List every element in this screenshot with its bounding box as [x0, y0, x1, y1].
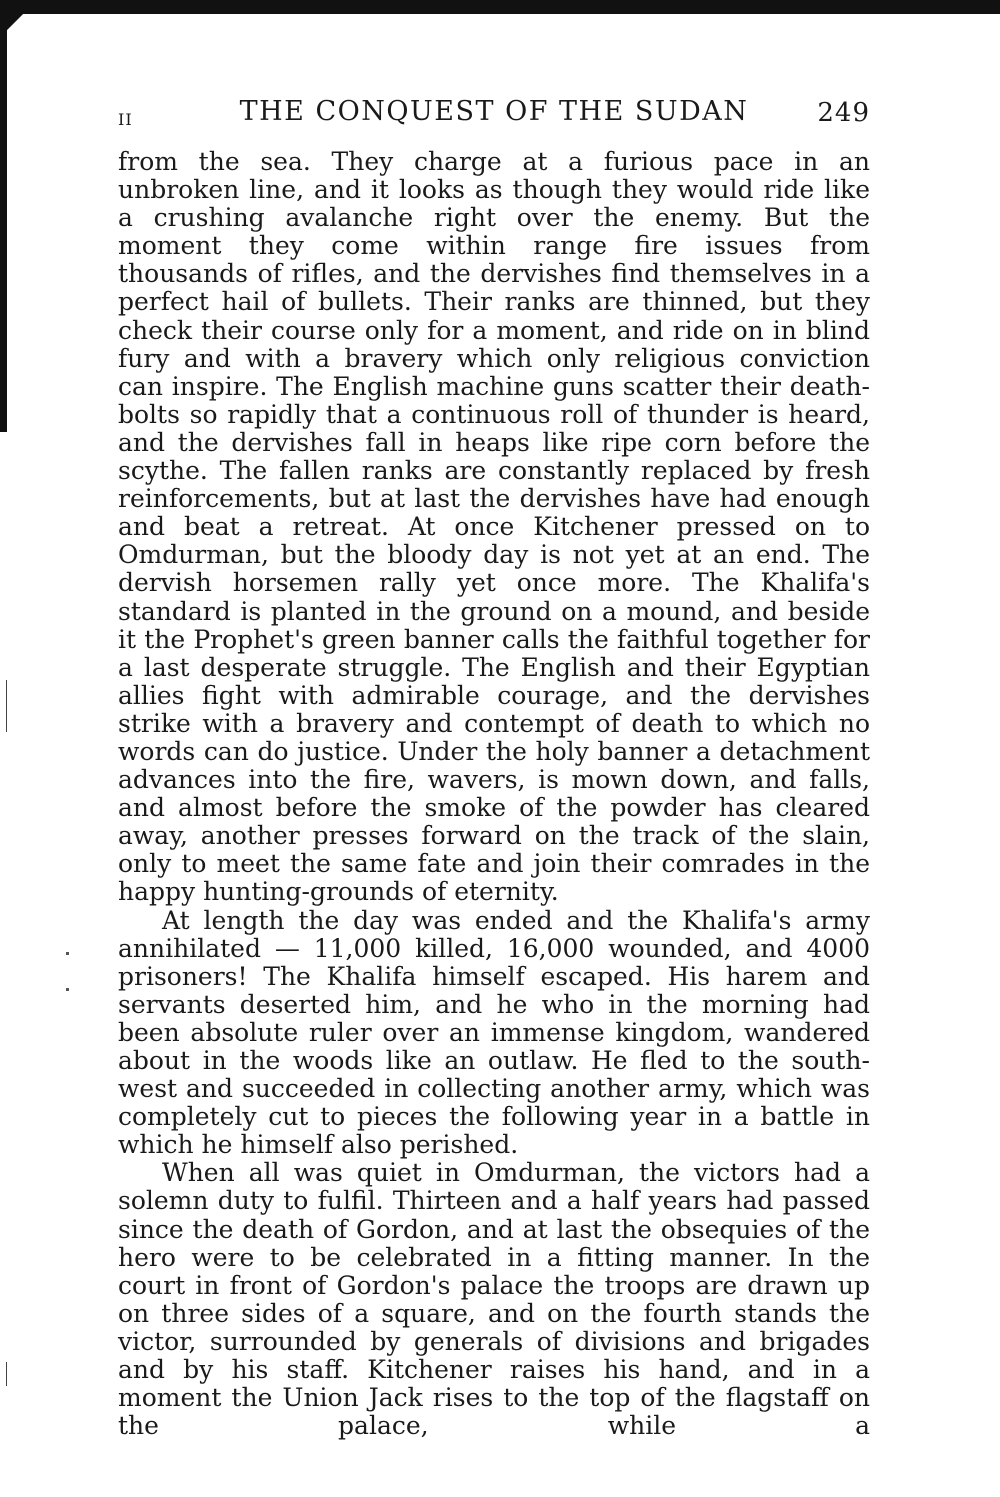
margin-dot — [66, 952, 69, 955]
margin-dot — [66, 988, 69, 991]
body-text — [118, 148, 870, 1440]
paragraph: from the sea. They charge at a furious pace in an unbroken line, and it looks as though they would ride like a crushing avalanche right over the enemy. But the moment they come within range fire issues from thousands of rifles, and the dervishes find themselves in a perfect hail of bullets. Their ranks are thinned, but they check their course only for a moment, and ride on in blind fury and with a bravery which only religious conviction can inspire. The English machine guns scatter their death-bolts so rapidly that a continuous roll of thunder is heard, and the dervishes fall in heaps like ripe corn before the scythe. The fallen ranks are constantly replaced by fresh reinforcements, but at last the dervishes have had enough and beat a retreat. At once Kitchener pressed on to Omdurman, but the bloody day is not yet at an end. The dervish horsemen rally yet once more. The Khalifa's standard is planted in the ground on a mound, and beside it the Prophet's green banner calls the faithful together for a last desperate struggle. The English and their Egyptian allies fight with admirable courage, and the dervishes strike with a bravery and contempt of death to which no words can do justice. Under the holy banner a detachment advances into the fire, wavers, is mown down, and falls, and almost before the smoke of the powder has cleared away, another presses forward on the track of the slain, only to meet the same fate and join their comrades in the happy hunting-grounds of eternity. — [118, 147, 870, 907]
signature-mark: II — [118, 110, 133, 129]
scan-corner-mark — [7, 14, 33, 40]
page-number: 249 — [817, 98, 870, 128]
paragraph: At length the day was ended and the Khalifa's army annihilated — 11,000 killed, 16,000 wounded, and 4000 prisoners! The Khalifa himself escaped. His harem and servants deserted him, and he who in the morning had been absolute ruler over an immense kingdom, wandered about in the woods like an outlaw. He fled to the south-west and succeeded in collecting another army, which was completely cut to pieces the following year in a battle in which he himself also perished. — [118, 905, 870, 1160]
scan-border-top — [0, 0, 1000, 14]
margin-mark — [6, 1362, 7, 1386]
running-title: THE CONQUEST OF THE SUDAN — [239, 96, 749, 127]
paragraph: When all was quiet in Omdurman, the victors had a solemn duty to fulfil. Thirteen and a half years had passed since the death of Gordon, and at last the obsequies of the hero were to be celebrated in a fitting manner. In the court in front of Gordon's palace the troops are drawn up on three sides of a square, and on the fourth stands the victor, surrounded by generals of divisions and brigades and by his staff. Kitchener raises his hand, and in a moment the Union Jack rises to the top of the flagstaff on the palace, while a — [118, 1158, 870, 1441]
margin-mark — [6, 680, 7, 732]
page-header — [118, 92, 870, 138]
scan-border-left — [0, 0, 7, 432]
